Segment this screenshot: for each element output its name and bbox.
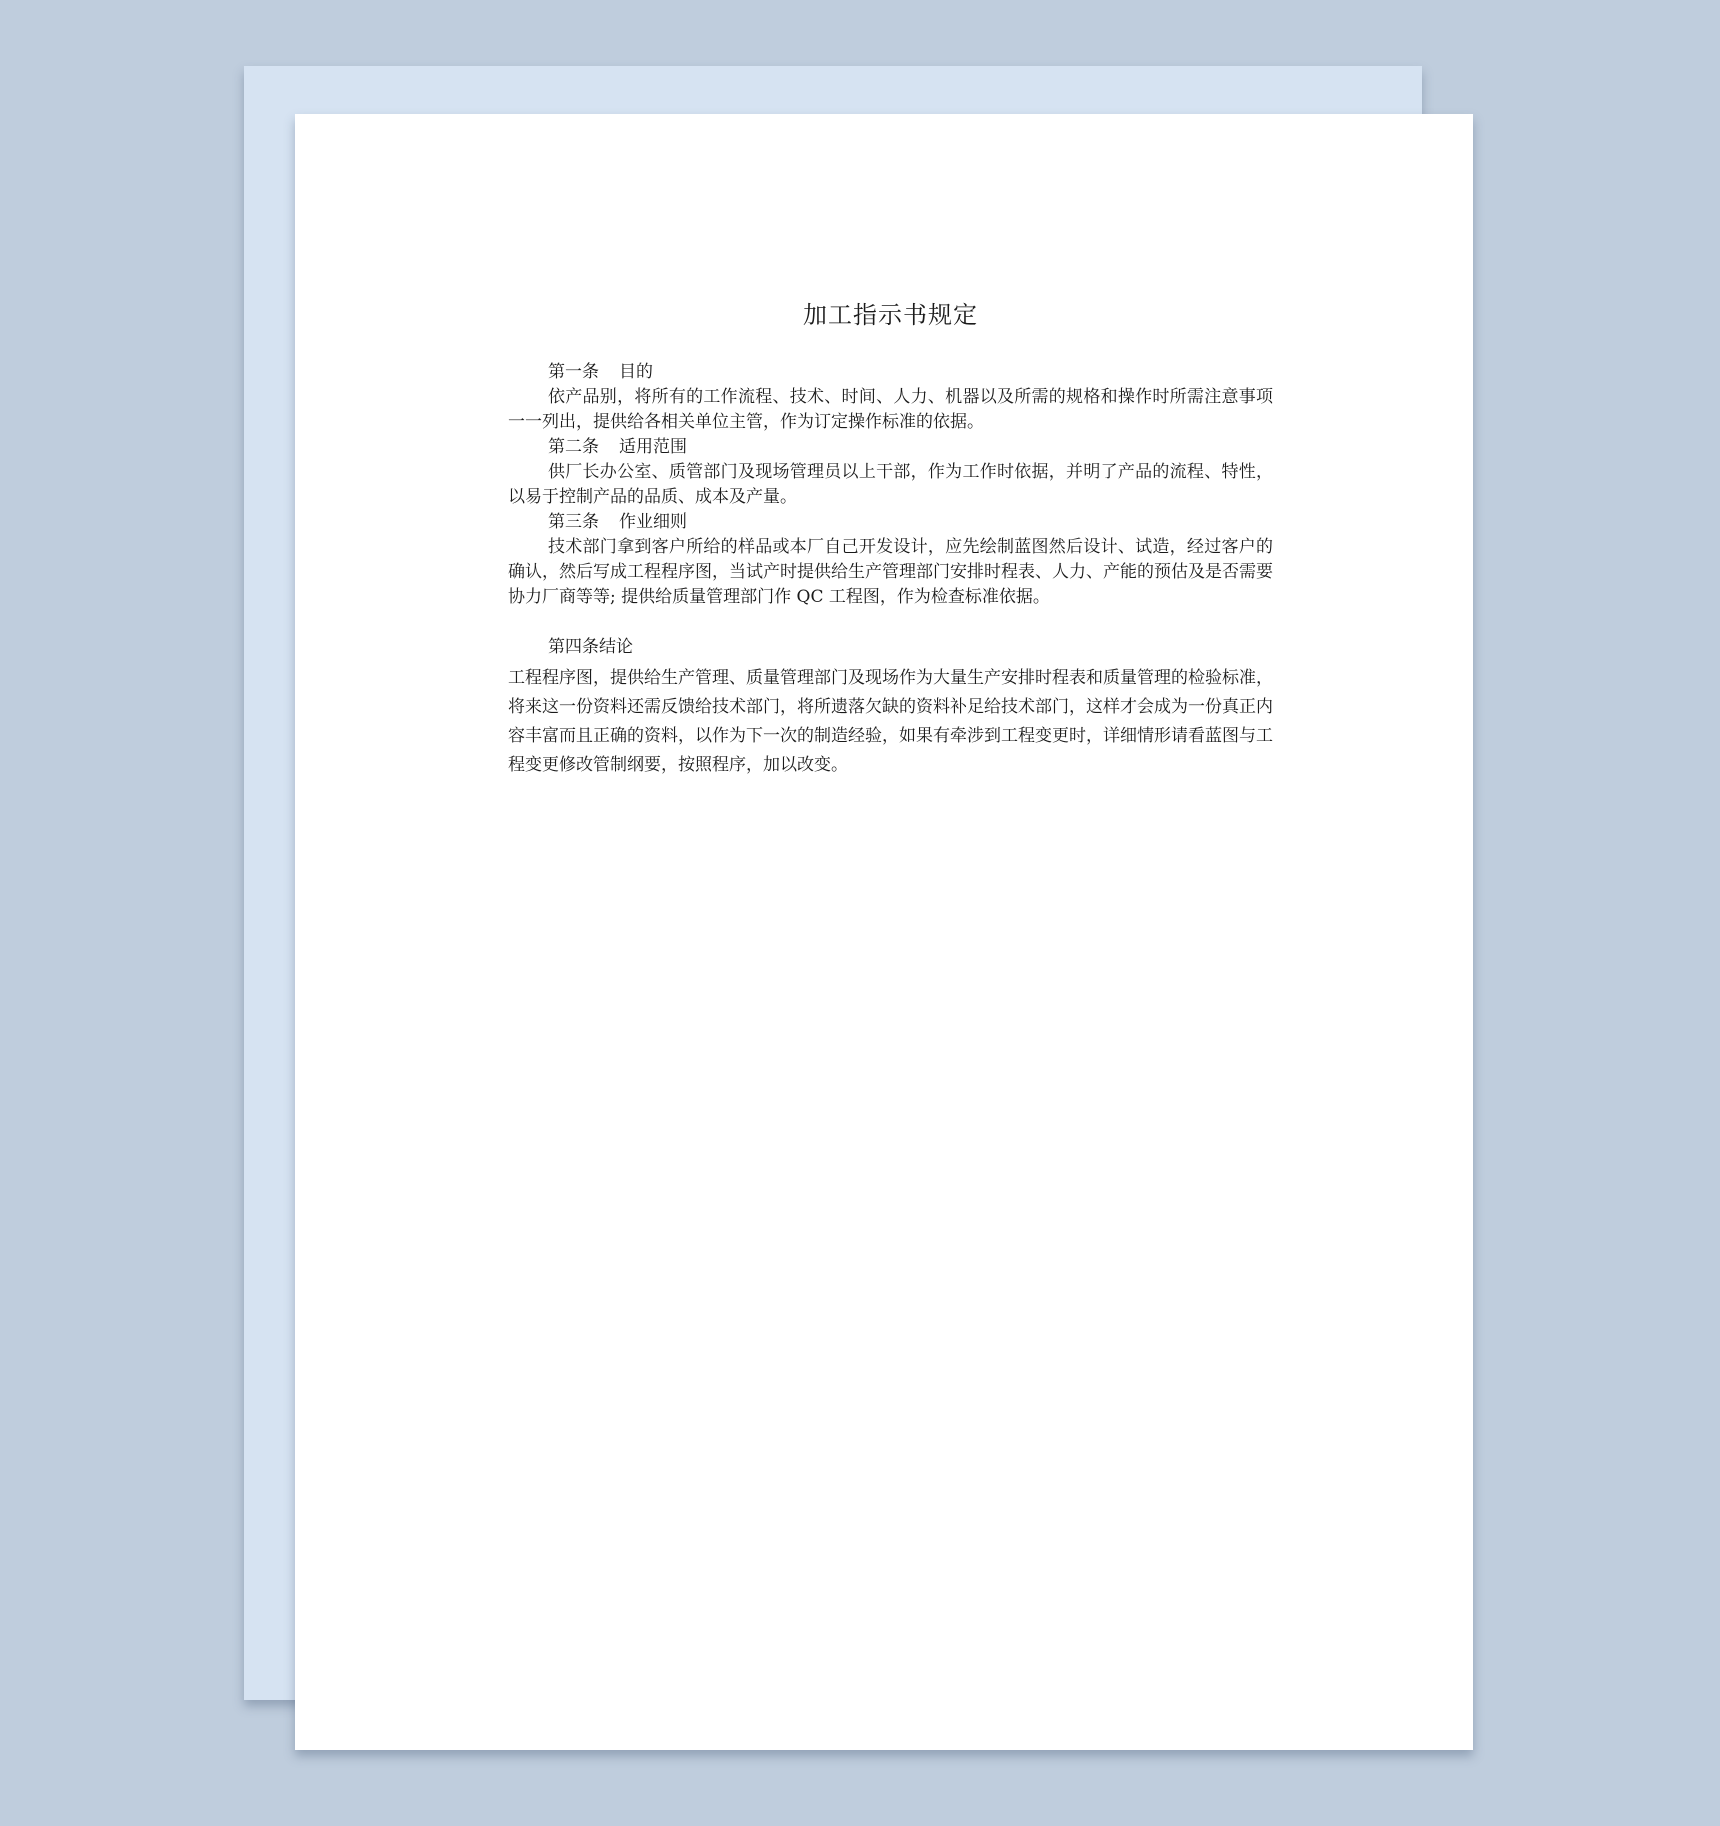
article-number: 第三条 — [548, 512, 599, 532]
article-title: 作业细则 — [619, 512, 687, 532]
article-number: 第一条 — [548, 362, 599, 382]
article-title: 目的 — [619, 362, 653, 382]
article-number: 第四条 — [548, 637, 599, 657]
article-heading — [508, 510, 1273, 535]
document-page — [295, 114, 1473, 1750]
article-body: 工程程序图，提供给生产管理、质量管理部门及现场作为大量生产安排时程表和质量管理的检验标准，将来这一份资料还需反馈给技术部门，将所遗落欠缺的资料补足给技术部门，这样才会成为一份真正内容丰富而且正确的资料，以作为下一次的制造经验，如果有牵涉到工程变更时，详细情形请看蓝图与工程变更修改管制纲要，按照程序，加以改变。 — [508, 668, 1273, 775]
article-title: 结论 — [599, 637, 633, 657]
article-heading — [508, 435, 1273, 460]
article-4 — [508, 635, 1273, 780]
article-body: 依产品别，将所有的工作流程、技术、时间、人力、机器以及所需的规格和操作时所需注意事项一一列出，提供给各相关单位主管，作为订定操作标准的依据。 — [508, 387, 1273, 432]
article-2 — [508, 435, 1273, 510]
article-body: 供厂长办公室、质管部门及现场管理员以上干部，作为工作时依据，并明了产品的流程、特性，以易于控制产品的品质、成本及产量。 — [508, 462, 1273, 507]
article-number: 第二条 — [548, 437, 599, 457]
page-content — [508, 300, 1273, 780]
article-1 — [508, 360, 1273, 435]
article-3 — [508, 510, 1273, 610]
article-heading — [508, 635, 1273, 660]
article-title: 适用范围 — [619, 437, 687, 457]
document-title: 加工指示书规定 — [803, 301, 978, 329]
article-heading — [508, 360, 1273, 385]
article-body: 技术部门拿到客户所给的样品或本厂自己开发设计，应先绘制蓝图然后设计、试造，经过客户的确认，然后写成工程程序图，当试产时提供给生产管理部门安排时程表、人力、产能的预估及是否需要协力厂商等等; 提供给质量管理部门作 QC 工程图，作为检查标准依据。 — [508, 537, 1273, 607]
spacer — [508, 610, 1273, 635]
